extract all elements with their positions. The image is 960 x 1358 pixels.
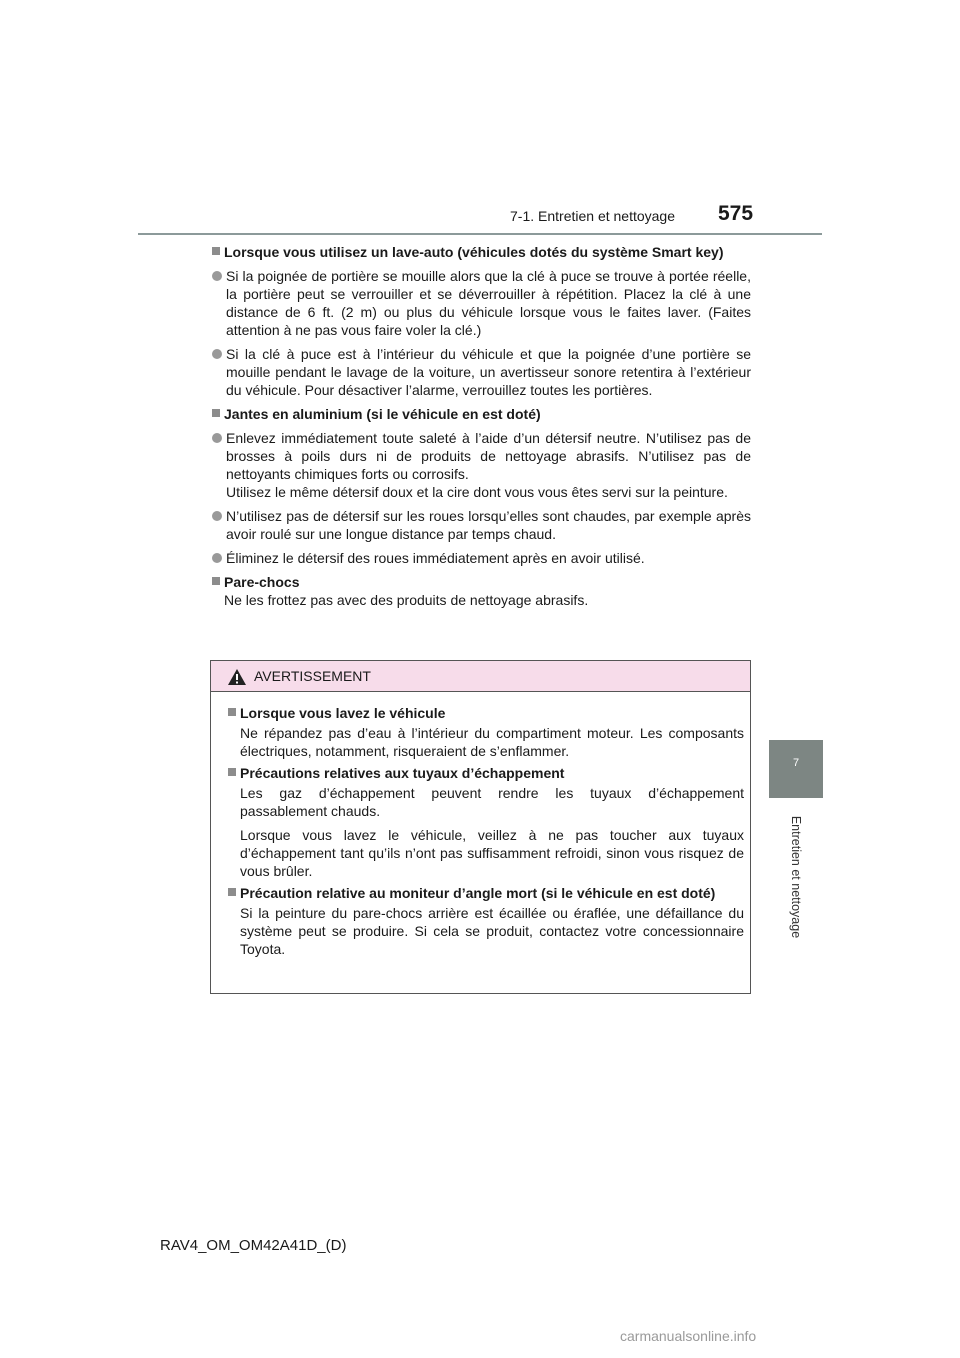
list-item: Enlevez immédiatement toute saleté à l’aide d’un détersif neutre. N’utilisez pas de brosses à poils durs ni de produits de nettoyage abrasifs. N’utilisez pas de nettoyants chimiques forts ou corrosifs. Utilisez le même détersif doux et la cire dont vous vous êtes servi sur la peinture. (212, 429, 751, 501)
document-code: RAV4_OM_OM42A41D_(D) (160, 1237, 347, 1254)
warning-section (228, 884, 744, 958)
circle-bullet-icon (212, 349, 222, 359)
section-pare-chocs (212, 573, 751, 609)
paragraph: Ne les frottez pas avec des produits de nettoyage abrasifs. (224, 592, 589, 608)
warning-body (211, 692, 750, 958)
circle-bullet-icon (212, 553, 222, 563)
list-item: N’utilisez pas de détersif sur les roues lorsqu’elles sont chaudes, par exemple après avoir roulé sur une longue distance par temps chaud. (212, 507, 751, 543)
chapter-tab-number: 7 (769, 740, 823, 798)
square-bullet-icon (228, 888, 236, 896)
main-content (212, 243, 751, 615)
warning-section-title: Précaution relative au moniteur d’angle mort (si le véhicule en est doté) (240, 885, 716, 901)
section-title: Pare-chocs (224, 574, 300, 590)
header-section-title: 7-1. Entretien et nettoyage (510, 208, 675, 224)
chapter-tab-title (769, 801, 823, 953)
section-jantes (212, 405, 751, 567)
watermark: carmanualsonline.info (620, 1328, 757, 1344)
warning-section-title: Précautions relatives aux tuyaux d’échappement (240, 765, 565, 781)
square-bullet-icon (228, 708, 236, 716)
chapter-tab-label: Entretien et nettoyage (789, 815, 803, 939)
circle-bullet-icon (212, 271, 222, 281)
circle-bullet-icon (212, 433, 222, 443)
circle-bullet-icon (212, 511, 222, 521)
paragraph: Si la peinture du pare-chocs arrière est écaillée ou éraflée, une défaillance du système peut se produire. Si cela se produit, contactez votre concessionnaire Toyota. (240, 905, 744, 957)
header-divider (138, 233, 822, 235)
warning-box (210, 660, 751, 994)
warning-section-title: Lorsque vous lavez le véhicule (240, 705, 446, 721)
section-lave-auto (212, 243, 751, 399)
list-item: Si la poignée de portière se mouille alors que la clé à puce se trouve à portée réelle, la portière peut se verrouiller et se déverrouiller à répétition. Placez la clé à une distance de 6 ft. (2 m) ou plus du véhicule lorsque vous le faites laver. (Faites attention à ne pas vous faire voler la clé.) (212, 267, 751, 339)
list-item: Éliminez le détersif des roues immédiatement après en avoir utilisé. (212, 549, 751, 567)
paragraph: Ne répandez pas d’eau à l’intérieur du compartiment moteur. Les composants électriques, notamment, risqueraient de s’enflammer. (240, 725, 744, 759)
page-number: 575 (718, 202, 754, 225)
paragraph: Lorsque vous lavez le véhicule, veillez à ne pas toucher aux tuyaux d’échappement tant qu’ils n’ont pas suffisamment refroidi, sinon vous risquez de vous brûler. (240, 827, 744, 879)
square-bullet-icon (212, 577, 220, 585)
square-bullet-icon (212, 247, 220, 255)
list-item: Si la clé à puce est à l’intérieur du véhicule et que la poignée d’une portière se mouille pendant le lavage de la voiture, un avertisseur sonore retentira à l’extérieur du véhicule. Pour désactiver l’alarme, verrouillez toutes les portières. (212, 345, 751, 399)
section-title: Lorsque vous utilisez un lave-auto (véhicules dotés du système Smart key) (224, 244, 724, 260)
section-title: Jantes en aluminium (si le véhicule en est doté) (224, 406, 541, 422)
warning-section (228, 704, 744, 760)
warning-header (211, 661, 750, 692)
warning-triangle-icon (227, 668, 247, 686)
warning-title: AVERTISSEMENT (254, 668, 371, 684)
square-bullet-icon (228, 768, 236, 776)
warning-section (228, 764, 744, 880)
square-bullet-icon (212, 409, 220, 417)
paragraph: Les gaz d’échappement peuvent rendre les tuyaux d’échappement passablement chauds. (240, 785, 744, 819)
